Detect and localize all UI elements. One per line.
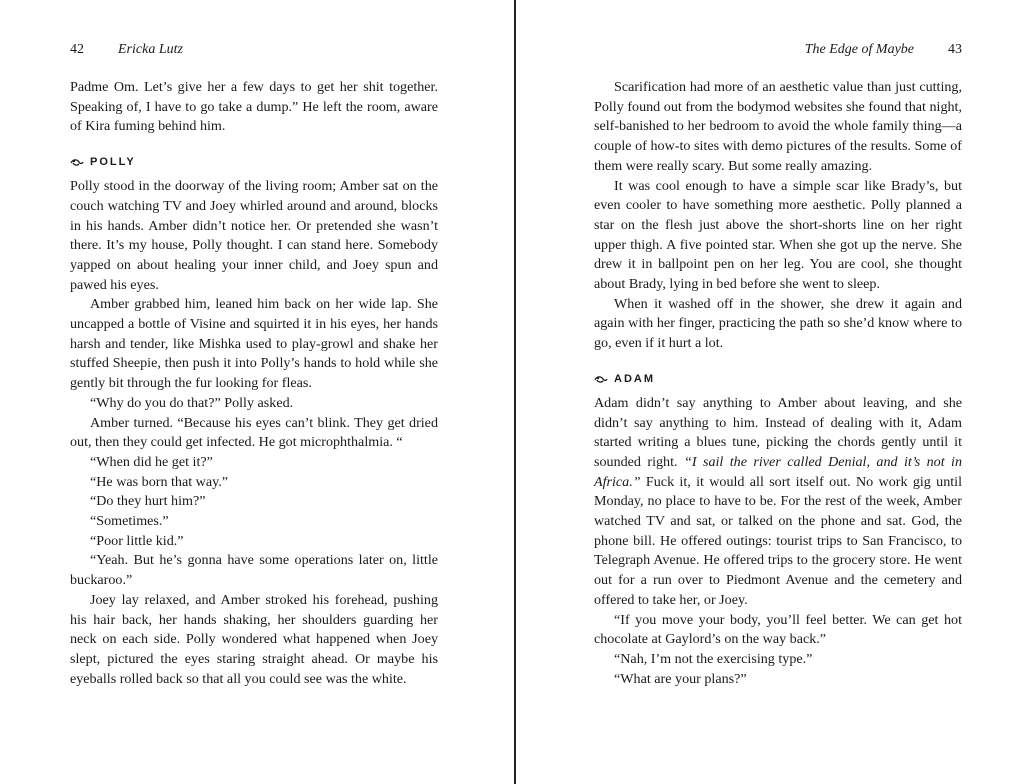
right-page-body — [594, 78, 962, 689]
paragraph: When it washed off in the shower, she drew it again and again with her finger, practicing the path so she’d know where to go, even if it hurt a lot. — [594, 295, 962, 352]
paragraph: “What are your plans?” — [614, 670, 747, 687]
paragraph: “Do they hurt him?” — [90, 493, 206, 510]
paragraph: “Yeah. But he’s gonna have some operations later on, little buckaroo.” — [70, 552, 438, 589]
fleuron-icon — [70, 157, 84, 167]
page-number: 43 — [948, 42, 962, 57]
paragraph: “Nah, I’m not the exercising type.” — [614, 650, 813, 667]
paragraph: Polly stood in the doorway of the living room; Amber sat on the couch watching TV and Joey whirled around and around, blocks in his hands. Amber didn’t notice her. Or pretended she wasn’t there. It’s my house, Polly thought. I can stand here. Somebody yapped on about healing your inner child, and Joey spun and pawed his eyes. — [70, 178, 438, 293]
section-heading-polly — [70, 153, 438, 171]
paragraph-text: Fuck it, it would all sort itself out. No work gig until Monday, no place to have to be. For the rest of the week, Amber watched TV and sat, or talked on the phone and sat. God, the phone bill. He offered outings: tourist trips to San Francisco, to Telegraph Avenue. He offered trips to the grocery store. He went out for a run over to Piedmont Avenue and the cemetery and offered to take her, or Joey. — [594, 473, 962, 608]
right-page — [594, 0, 962, 784]
left-page-header — [70, 41, 438, 59]
book-gutter — [514, 0, 516, 784]
fleuron-icon — [594, 374, 608, 384]
left-page — [70, 0, 438, 784]
right-page-header — [594, 41, 962, 59]
paragraph-text: Adam didn’t say anything to Amber about leaving, and she didn’t say anything to him. Instead of dealing with it, Adam started writing a blues tune, picking the chords gently until it sounded right. — [594, 394, 962, 470]
paragraph: “When did he get it?” — [90, 453, 213, 470]
page-number: 42 — [70, 42, 84, 57]
section-title: POLLY — [90, 156, 136, 169]
song-lyric: “I sail the river called Denial, and it’s not in Africa.” — [594, 453, 963, 490]
running-head-author: Ericka Lutz — [118, 42, 183, 57]
paragraph: “Sometimes.” — [90, 513, 169, 530]
paragraph: Scarification had more of an aesthetic value than just cutting, Polly found out from the bodymod websites she found that night, self-banished to her bedroom to avoid the whole family thing—a couple of how-to sites with demo pictures of the results. Some of them were really scary. But some really amazing. — [594, 79, 962, 174]
running-head-title: The Edge of Maybe — [804, 42, 914, 57]
paragraph: Amber grabbed him, leaned him back on her wide lap. She uncapped a bottle of Visine and squirted it in his eyes, her hands harsh and tender, like Mishka used to play-growl and shake her stuffed Sheepie, then push it into Polly’s hands to hold while she gently bit through the fur looking for fleas. — [70, 296, 438, 392]
left-page-body — [70, 78, 438, 689]
paragraph: “Why do you do that?” Polly asked. — [90, 394, 294, 411]
paragraph: It was cool enough to have a simple scar like Brady’s, but even cooler to have something more aesthetic. Polly planned a star on the flesh just above the short-shorts line on her right upper thigh. A five pointed star. When she got up the nerve. She drew it in ballpoint pen on her leg. You are cool, she thought about Brady, lying in bed before she went to sleep. — [594, 177, 962, 293]
section-heading-adam — [594, 370, 962, 388]
paragraph: “If you move your body, you’ll feel better. We can get hot chocolate at Gaylord’s on the way back.” — [594, 611, 962, 648]
section-title: ADAM — [614, 372, 655, 385]
paragraph: Padme Om. Let’s give her a few days to get her shit together. Speaking of, I have to go take a dump.” He left the room, aware of Kira fuming behind him. — [70, 79, 438, 135]
paragraph-adam — [594, 394, 962, 611]
paragraph: Amber turned. “Because his eyes can’t blink. They get dried out, then they could get infected. He got microphthalmia. “ — [70, 414, 438, 451]
paragraph: Joey lay relaxed, and Amber stroked his forehead, pushing his hair back, her hands shaking, her shoulders guarding her neck on each side. Polly wondered what happened when Joey slept, pictured the eyes staring straight ahead. Or maybe his eyeballs rolled back so that all you could see was the white. — [70, 591, 438, 687]
paragraph: “He was born that way.” — [90, 473, 229, 490]
paragraph: “Poor little kid.” — [90, 532, 184, 549]
